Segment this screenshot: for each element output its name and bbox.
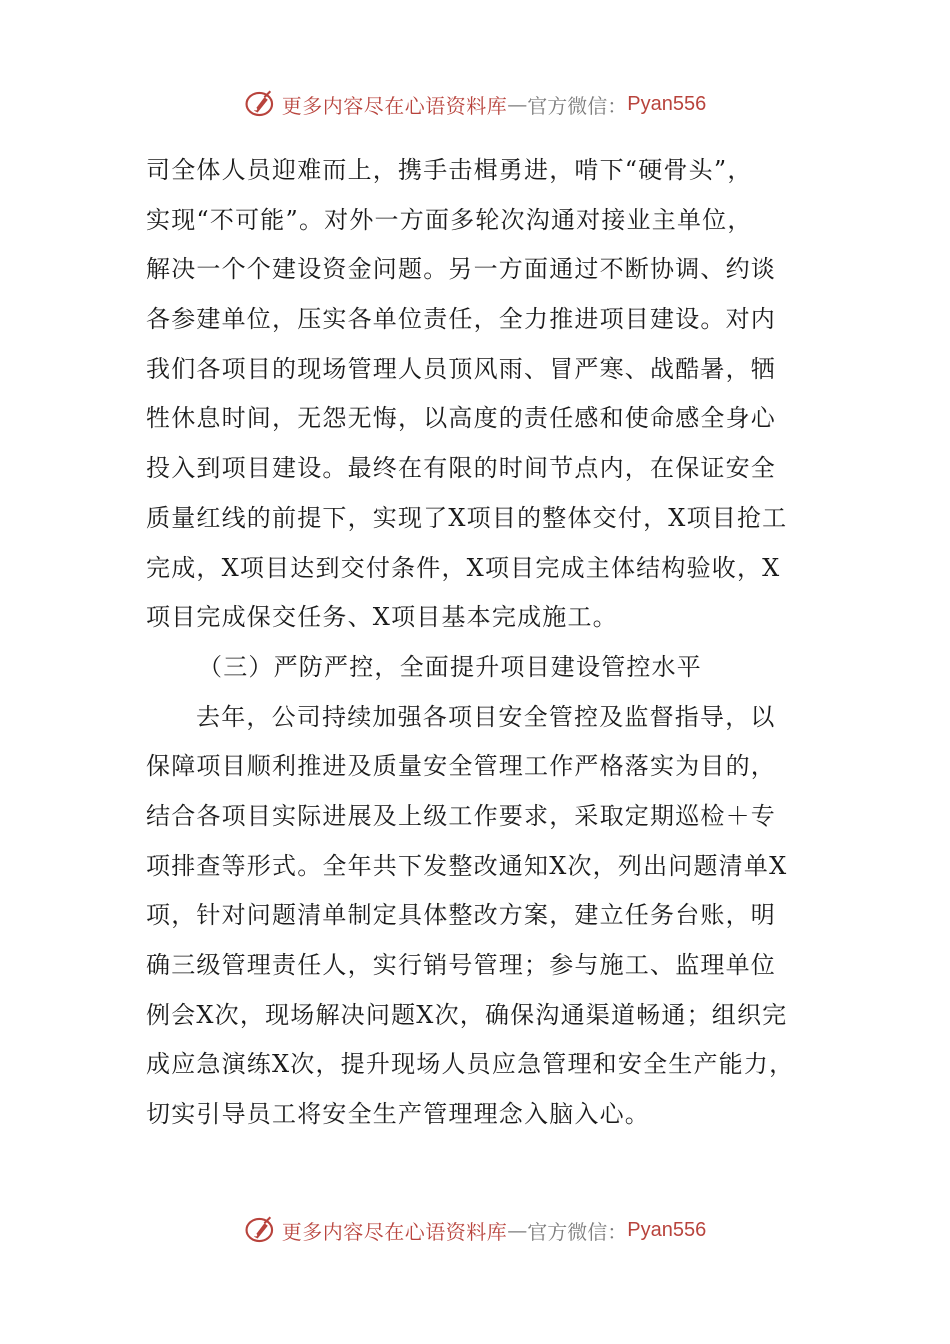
footer-banner xyxy=(0,1210,950,1250)
header-slogan: 更多内容尽在心语资料库 xyxy=(281,93,508,118)
header-banner xyxy=(0,84,950,124)
text-line: 牲休息时间，无怨无悔，以高度的责任感和使命感全身心 xyxy=(146,404,776,433)
text-line: 完成，X项目达到交付条件，X项目完成主体结构验收，X xyxy=(146,553,781,582)
text-line: 成应急演练X次，提升现场人员应急管理和安全生产能力， xyxy=(146,1050,795,1079)
footer-account: Pyan556 xyxy=(627,1218,707,1241)
header-wechat-label: 官方微信： xyxy=(527,93,628,118)
paragraph-1 xyxy=(146,146,810,643)
text-line: 投入到项目建设。最终在有限的时间节点内，在保证安全 xyxy=(146,454,776,483)
text-line: 质量红线的前提下，实现了X项目的整体交付，X项目抢工 xyxy=(146,503,788,532)
text-line: 项排查等形式。全年共下发整改通知X次，列出问题清单X xyxy=(146,851,788,880)
text-line: 司全体人员迎难而上，携手击楫勇进，啃下“硬骨头”， xyxy=(146,156,753,184)
footer-dash: — xyxy=(507,1218,528,1242)
pen-nib-icon xyxy=(244,1213,278,1247)
text-line: 例会X次，现场解决问题X次，确保沟通渠道畅通；组织完 xyxy=(146,1000,788,1029)
paragraph-2 xyxy=(146,693,810,1140)
header-account: Pyan556 xyxy=(627,92,707,115)
footer-slogan: 更多内容尽在心语资料库 xyxy=(281,1219,508,1244)
text-line: 项，针对问题清单制定具体整改方案，建立任务台账，明 xyxy=(146,901,776,930)
text-line: 我们各项目的现场管理人员顶风雨、冒严寒、战酷暑，牺 xyxy=(146,354,776,383)
text-line: 切实引导员工将安全生产管理理念入脑入心。 xyxy=(146,1100,650,1129)
text-line: 实现“不可能”。对外一方面多轮次沟通对接业主单位， xyxy=(146,205,753,234)
text-line: 去年，公司持续加强各项目安全管控及监督指导，以 xyxy=(196,702,776,731)
document-body xyxy=(146,146,810,1140)
text-line: 结合各项目实际进展及上级工作要求，采取定期巡检＋专 xyxy=(146,801,776,830)
header-dash: — xyxy=(507,92,528,116)
text-line: 确三级管理责任人，实行销号管理；参与施工、监理单位 xyxy=(146,951,776,979)
text-line: 保障项目顺利推进及质量安全管理工作严格落实为目的， xyxy=(146,752,776,781)
pen-nib-icon xyxy=(244,87,278,121)
text-line: 解决一个个建设资金问题。另一方面通过不断协调、约谈 xyxy=(146,255,776,284)
text-line: 各参建单位，压实各单位责任，全力推进项目建设。对内 xyxy=(146,305,776,334)
section-heading: （三）严防严控，全面提升项目建设管控水平 xyxy=(198,652,702,681)
footer-wechat-label: 官方微信： xyxy=(527,1219,628,1244)
text-line: 项目完成保交任务、X项目基本完成施工。 xyxy=(146,603,618,632)
